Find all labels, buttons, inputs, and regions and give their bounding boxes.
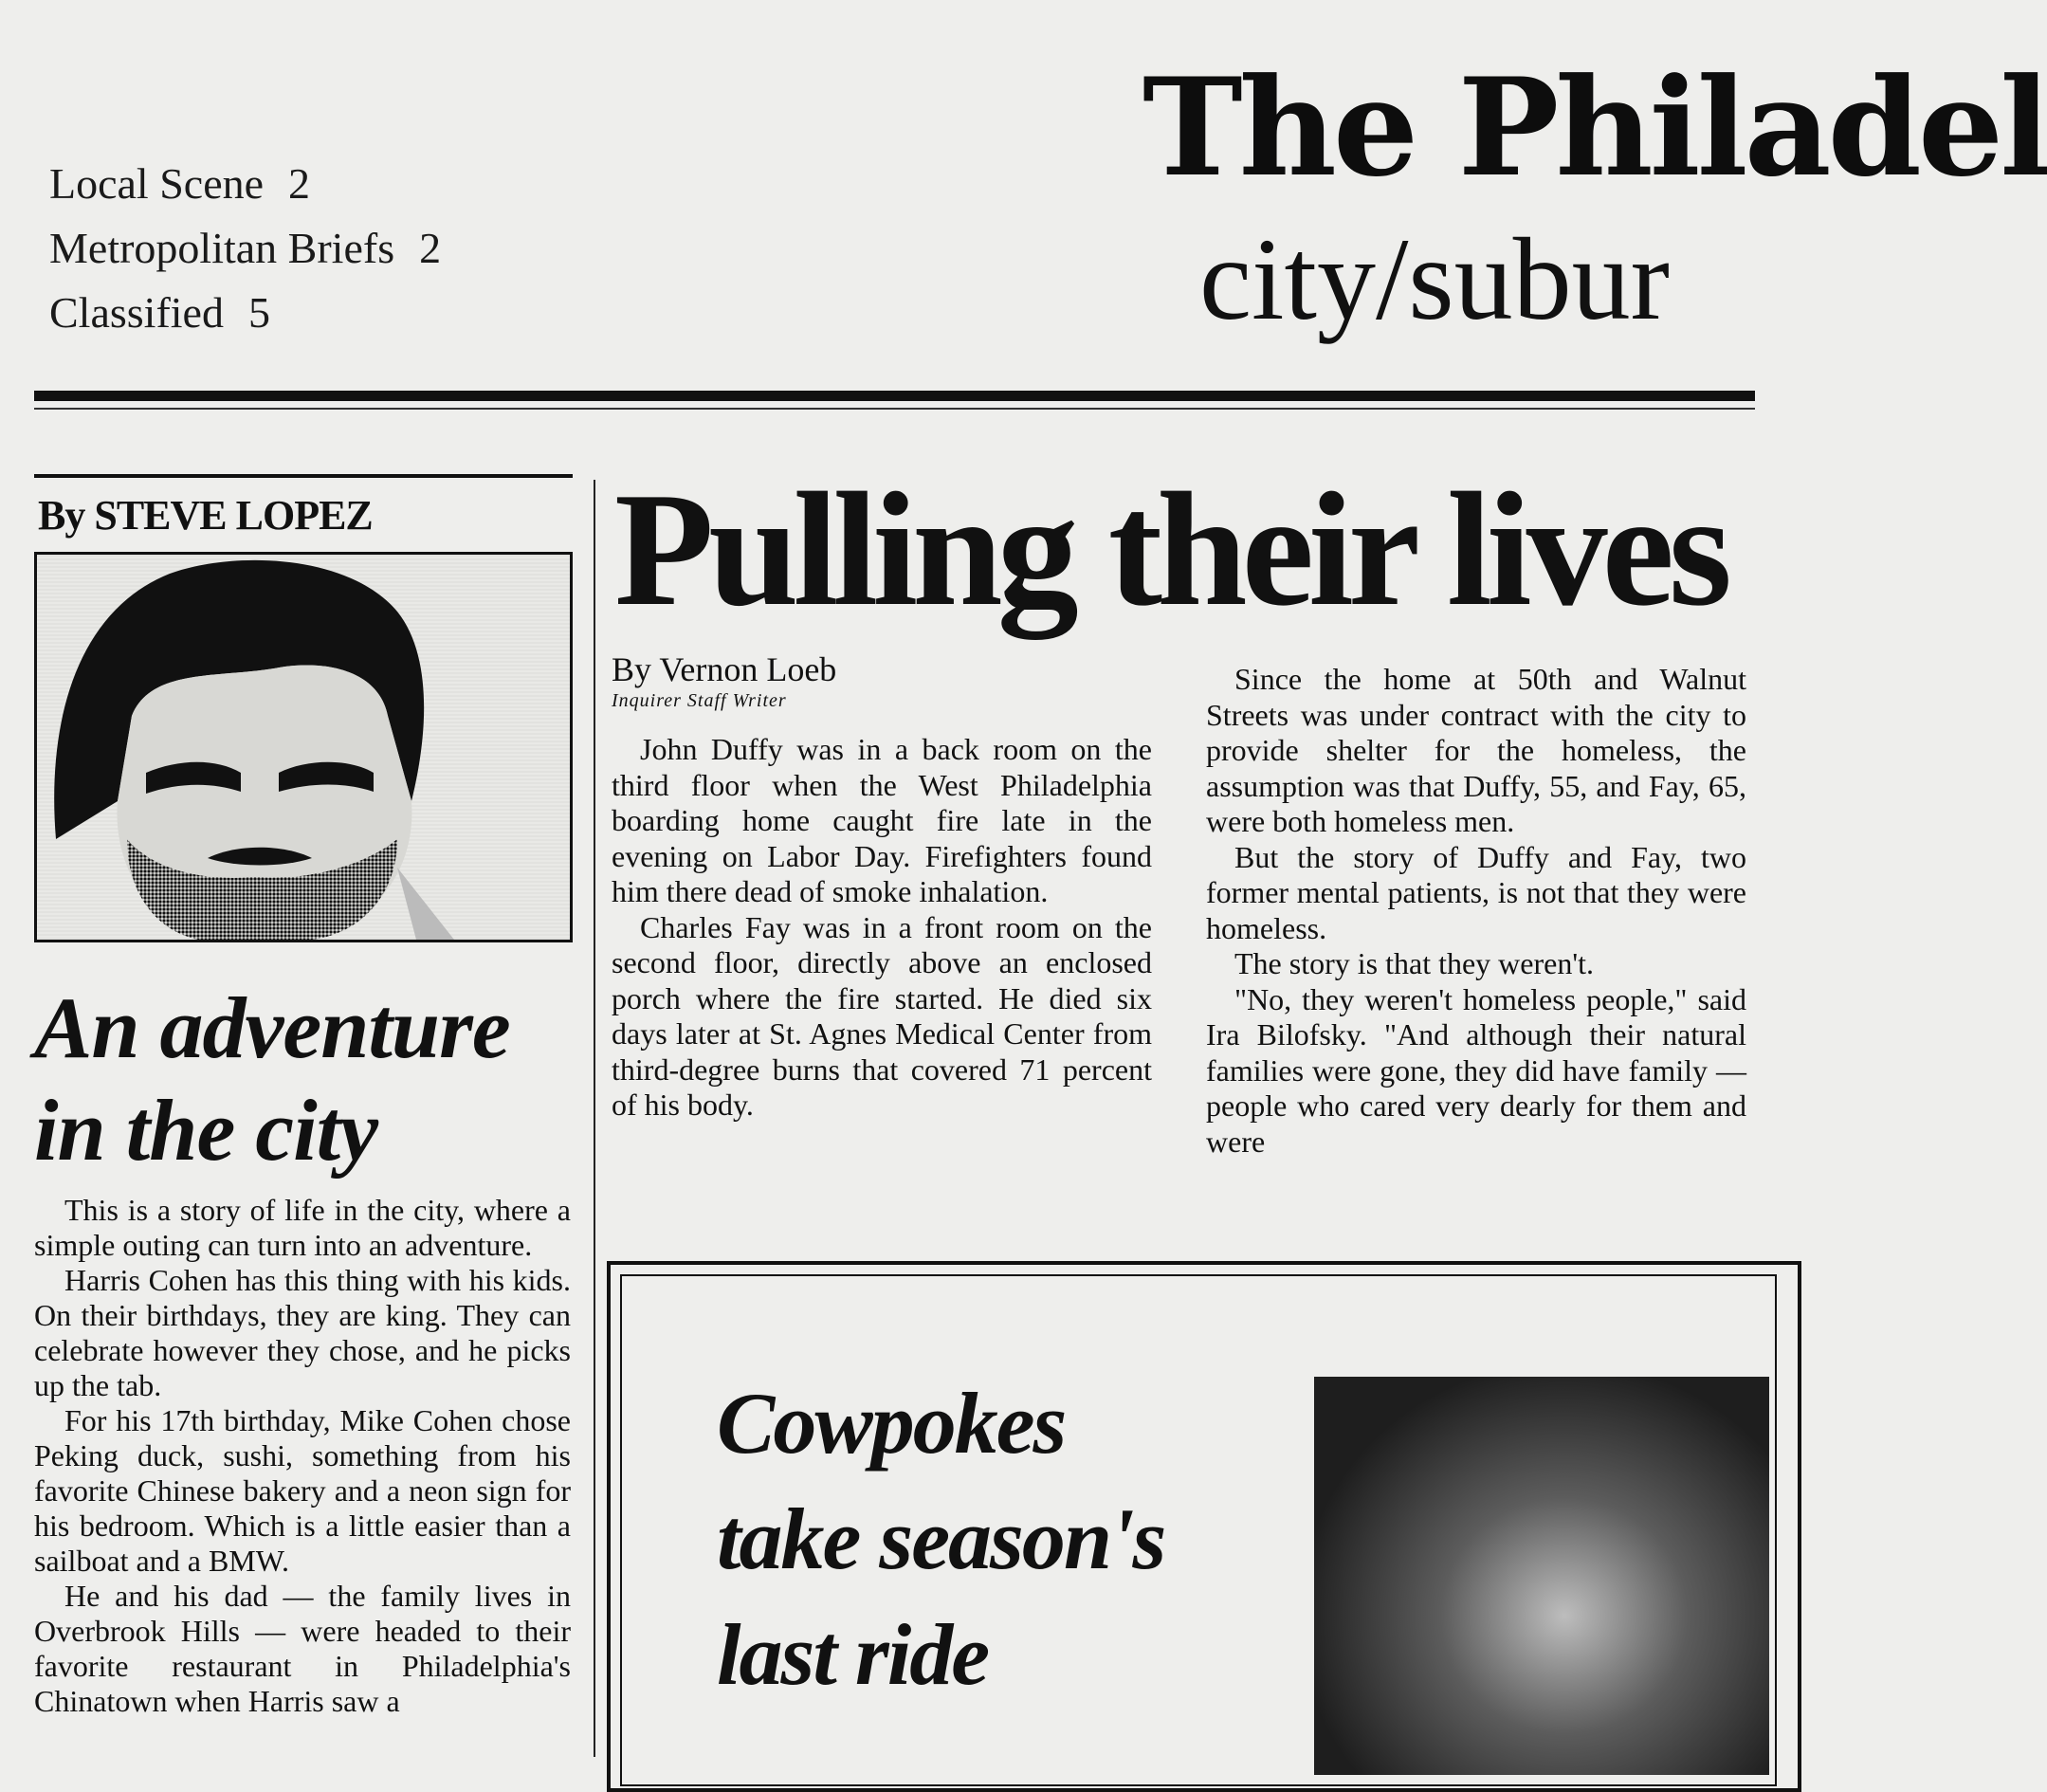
headline-line: last ride xyxy=(717,1606,989,1703)
index-page: 5 xyxy=(247,288,270,337)
column-body xyxy=(34,1193,571,1719)
paragraph: He and his dad — the family lives in Overbrook Hills — were headed to their favorite restaurant in Philadelphia's Chinatown when Harris saw a xyxy=(34,1579,571,1718)
paragraph: "No, they weren't homeless people," said Ira Bilofsky. "And although their natural families were gone, they did have family — people who cared very dearly for them and were xyxy=(1206,981,1746,1159)
paragraph: Charles Fay was in a front room on the second floor, directly above an enclosed porch where the fire started. He died six days later at St. Agnes Medical Center from third-degree burns that covered 71 percent of his body. xyxy=(612,909,1152,1122)
story-byline: By Vernon Loeb xyxy=(612,650,837,688)
story-column-2 xyxy=(1206,662,1746,1160)
index-label: Classified xyxy=(49,288,224,337)
index-label: Metropolitan Briefs xyxy=(49,224,395,272)
columnist-photo xyxy=(34,552,573,942)
paragraph: But the story of Duffy and Fay, two former mental patients, is not that they were homeless. xyxy=(1206,839,1746,945)
portrait-image xyxy=(37,555,570,940)
column-byline: By STEVE LOPEZ xyxy=(38,492,373,539)
story-column-1 xyxy=(612,732,1152,1124)
feature-headline xyxy=(717,1365,1164,1712)
column-headline xyxy=(34,977,510,1181)
index-label: Local Scene xyxy=(49,159,265,208)
section-title: city/subur xyxy=(1199,214,1670,344)
story-credit: Inquirer Staff Writer xyxy=(612,690,787,711)
paragraph: John Duffy was in a back room on the third floor when the West Philadelphia boarding home caught fire late in the evening on Labor Day. Firefighters found him there dead of smoke inhalation. xyxy=(612,732,1152,908)
index-item[interactable] xyxy=(49,216,441,281)
paragraph: For his 17th birthday, Mike Cohen chose Peking duck, sushi, something from his favorite Chinese bakery and a neon sign for his bedroom. Which is a little easier than a sailboat and a BMW. xyxy=(34,1403,571,1578)
page-index xyxy=(49,152,441,345)
divider xyxy=(34,391,1755,401)
headline-line: Cowpokes xyxy=(717,1375,1066,1472)
headline-line: in the city xyxy=(34,1082,378,1179)
index-page: 2 xyxy=(419,224,442,272)
paragraph: This is a story of life in the city, where a simple outing can turn into an adventure. xyxy=(34,1193,571,1262)
paragraph: Since the home at 50th and Walnut Streets was under contract with the city to provide shelter for the homeless, the assumption was that Duffy, 55, and Fay, 65, were both homeless men. xyxy=(1206,662,1746,838)
column-divider xyxy=(594,480,595,1757)
divider xyxy=(34,408,1755,410)
newspaper-masthead: The Philadel xyxy=(1142,49,2047,207)
index-page: 2 xyxy=(288,159,311,208)
headline-line: take season's xyxy=(717,1490,1165,1587)
index-item[interactable] xyxy=(49,281,441,345)
paragraph: Harris Cohen has this thing with his kids. On their birthdays, they are king. They can celebrate however they chose, and he picks up the tab. xyxy=(34,1263,571,1402)
paragraph: The story is that they weren't. xyxy=(1234,946,1594,980)
divider xyxy=(34,474,573,478)
feature-photo xyxy=(1314,1377,1769,1775)
story-headline: Pulling their lives xyxy=(614,460,1727,640)
index-item[interactable] xyxy=(49,152,441,216)
headline-line: An adventure xyxy=(34,979,510,1076)
